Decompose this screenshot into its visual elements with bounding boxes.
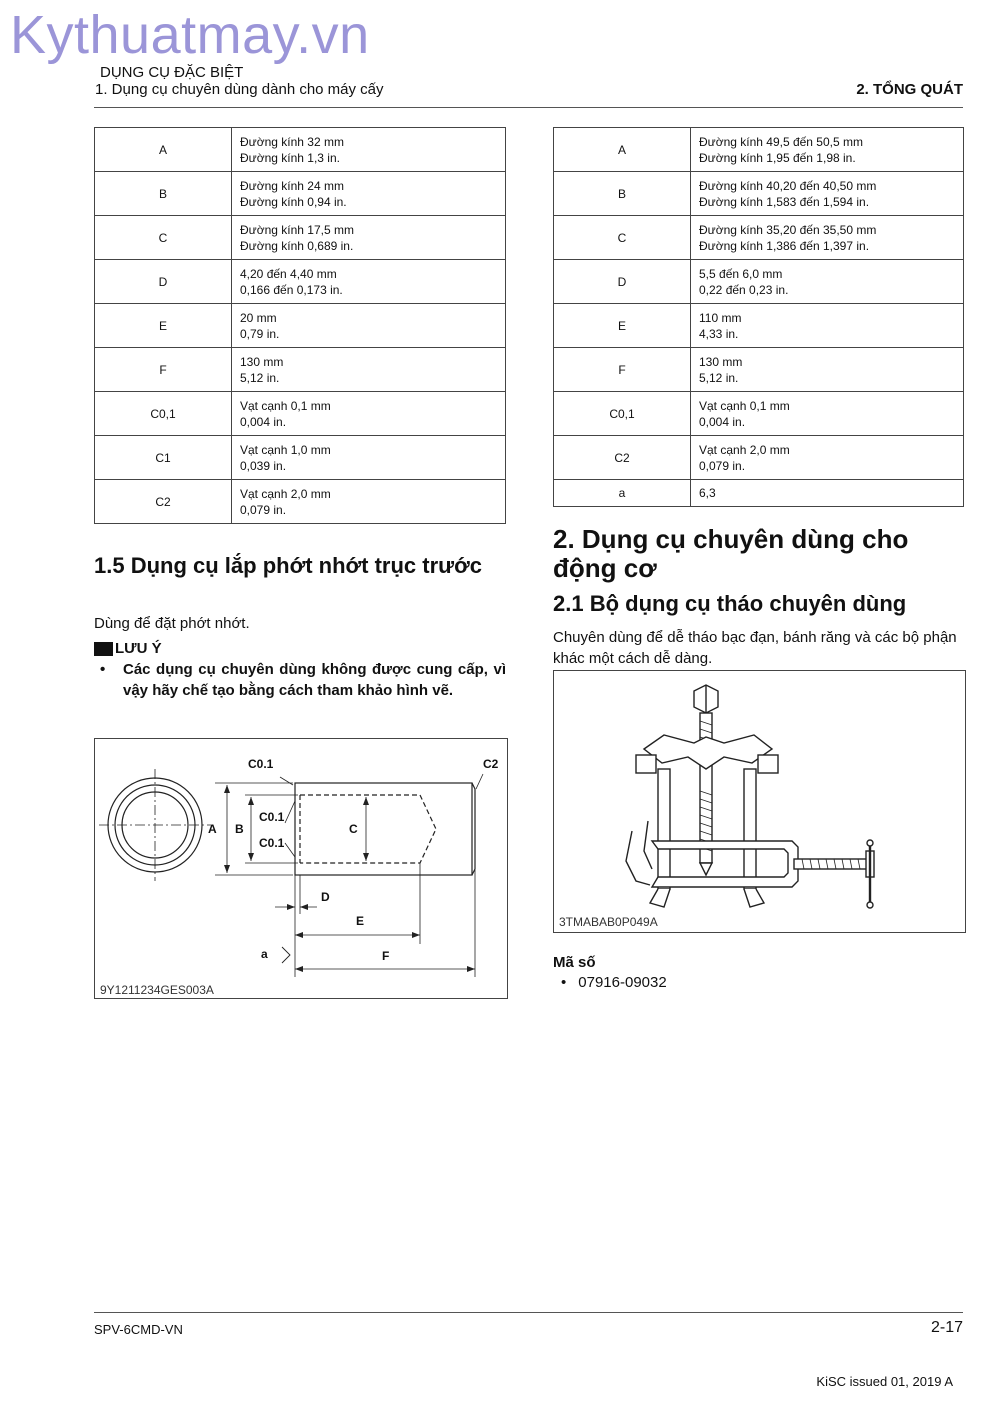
seal-tool-drawing bbox=[94, 738, 508, 999]
puller-tool-icon bbox=[554, 671, 965, 932]
note-label-text: LƯU Ý bbox=[115, 640, 162, 657]
label-d: D bbox=[321, 890, 330, 904]
label-c: C bbox=[349, 822, 358, 836]
table-row bbox=[554, 172, 964, 216]
label-a: A bbox=[208, 822, 217, 836]
table-row bbox=[95, 348, 506, 392]
table-value: 110 mm 4,33 in. bbox=[691, 304, 964, 348]
figure-caption: 3TMABAB0P049A bbox=[559, 915, 658, 929]
table-key: C0,1 bbox=[554, 392, 691, 436]
puller-illustration bbox=[553, 670, 966, 933]
table-row bbox=[95, 304, 506, 348]
table-row bbox=[95, 480, 506, 524]
part-code-label: Mã số bbox=[553, 954, 596, 971]
table-key: C bbox=[554, 216, 691, 260]
table-key: C0,1 bbox=[95, 392, 232, 436]
table-value: 5,5 đến 6,0 mm 0,22 đến 0,23 in. bbox=[691, 260, 964, 304]
table-key: E bbox=[95, 304, 232, 348]
table-value: Vạt cạnh 2,0 mm 0,079 in. bbox=[232, 480, 506, 524]
part-code-item bbox=[561, 974, 667, 991]
table-row bbox=[554, 436, 964, 480]
footer-issue: KiSC issued 01, 2019 A bbox=[816, 1374, 953, 1389]
table-value: Đường kính 49,5 đến 50,5 mm Đường kính 1,95 đến 1,98 in. bbox=[691, 128, 964, 172]
table-key: C bbox=[95, 216, 232, 260]
section-2-title: 2. Dụng cụ chuyên dùng cho động cơ bbox=[553, 524, 909, 583]
technical-drawing bbox=[95, 739, 507, 998]
label-c01-a: C0.1 bbox=[259, 810, 285, 824]
table-key: A bbox=[554, 128, 691, 172]
table-value: Vạt cạnh 2,0 mm 0,079 in. bbox=[691, 436, 964, 480]
label-f: F bbox=[382, 949, 390, 963]
table-key: D bbox=[95, 260, 232, 304]
table-row bbox=[554, 128, 964, 172]
table-value: Đường kính 35,20 đến 35,50 mm Đường kính 1,386 đến 1,397 in. bbox=[691, 216, 964, 260]
header-divider bbox=[94, 107, 963, 108]
label-small-a: a bbox=[261, 947, 268, 961]
table-row bbox=[95, 172, 506, 216]
table-row bbox=[95, 392, 506, 436]
table-row bbox=[95, 436, 506, 480]
note-text: Các dụng cụ chuyên dùng không được cung cấp, vì vậy hãy chế tạo bằng cách tham khảo hình vẽ. bbox=[123, 661, 506, 699]
label-c2: C2 bbox=[483, 757, 499, 771]
label-c01-b: C0.1 bbox=[259, 836, 285, 850]
table-value: 130 mm 5,12 in. bbox=[691, 348, 964, 392]
table-value: Vạt cạnh 0,1 mm 0,004 in. bbox=[232, 392, 506, 436]
label-c01-top: C0.1 bbox=[248, 757, 274, 771]
table-value: Vạt cạnh 0,1 mm 0,004 in. bbox=[691, 392, 964, 436]
table-value: Đường kính 40,20 đến 40,50 mm Đường kính 1,583 đến 1,594 in. bbox=[691, 172, 964, 216]
table-key: C2 bbox=[554, 436, 691, 480]
part-code-value: 07916-09032 bbox=[578, 974, 667, 991]
table-row bbox=[554, 260, 964, 304]
table-value: 20 mm 0,79 in. bbox=[232, 304, 506, 348]
note-square-icon bbox=[94, 642, 113, 656]
table-key: C1 bbox=[95, 436, 232, 480]
left-spec-table bbox=[94, 127, 506, 524]
table-value: Đường kính 24 mm Đường kính 0,94 in. bbox=[232, 172, 506, 216]
table-key: C2 bbox=[95, 480, 232, 524]
header-chapter: 2. TỔNG QUÁT bbox=[856, 81, 963, 98]
table-key: A bbox=[95, 128, 232, 172]
table-key: D bbox=[554, 260, 691, 304]
section-15-title: 1.5 Dụng cụ lắp phớt nhớt trục trước bbox=[94, 553, 482, 578]
table-value: 4,20 đến 4,40 mm 0,166 đến 0,173 in. bbox=[232, 260, 506, 304]
section-15-body: Dùng để đặt phớt nhớt. bbox=[94, 615, 250, 632]
table-row bbox=[95, 260, 506, 304]
figure-caption: 9Y1211234GES003A bbox=[100, 983, 214, 997]
table-row bbox=[554, 392, 964, 436]
table-key: B bbox=[95, 172, 232, 216]
header-subsection: 1. Dụng cụ chuyên dùng dành cho máy cấy bbox=[95, 81, 384, 98]
section-21-body: Chuyên dùng để dễ tháo bạc đạn, bánh răng và các bộ phận khác một cách dễ dàng. bbox=[553, 629, 957, 667]
table-value: Đường kính 17,5 mm Đường kính 0,689 in. bbox=[232, 216, 506, 260]
footer-page-number: 2-17 bbox=[930, 1319, 963, 1336]
table-key: a bbox=[554, 480, 691, 507]
table-value: 6,3 bbox=[691, 480, 964, 507]
footer-doc-id: SPV-6CMD-VN bbox=[94, 1322, 183, 1337]
section-21-title: 2.1 Bộ dụng cụ tháo chuyên dùng bbox=[553, 591, 907, 616]
right-spec-table bbox=[553, 127, 964, 507]
bullet-icon: • bbox=[561, 974, 567, 991]
header-section: DỤNG CỤ ĐẶC BIỆT bbox=[100, 64, 244, 81]
label-b: B bbox=[235, 822, 244, 836]
note-item bbox=[100, 659, 506, 701]
table-key: F bbox=[554, 348, 691, 392]
table-row bbox=[554, 480, 964, 507]
table-row bbox=[554, 348, 964, 392]
table-row bbox=[554, 304, 964, 348]
table-value: Đường kính 32 mm Đường kính 1,3 in. bbox=[232, 128, 506, 172]
note-label bbox=[94, 640, 162, 657]
table-row bbox=[95, 216, 506, 260]
table-key: B bbox=[554, 172, 691, 216]
table-value: Vạt cạnh 1,0 mm 0,039 in. bbox=[232, 436, 506, 480]
table-key: F bbox=[95, 348, 232, 392]
label-e: E bbox=[356, 914, 365, 928]
bullet-icon: • bbox=[100, 661, 106, 678]
table-key: E bbox=[554, 304, 691, 348]
table-row bbox=[554, 216, 964, 260]
table-row bbox=[95, 128, 506, 172]
footer-divider bbox=[94, 1312, 963, 1313]
watermark: Kythuatmay.vn bbox=[10, 5, 370, 65]
table-value: 130 mm 5,12 in. bbox=[232, 348, 506, 392]
